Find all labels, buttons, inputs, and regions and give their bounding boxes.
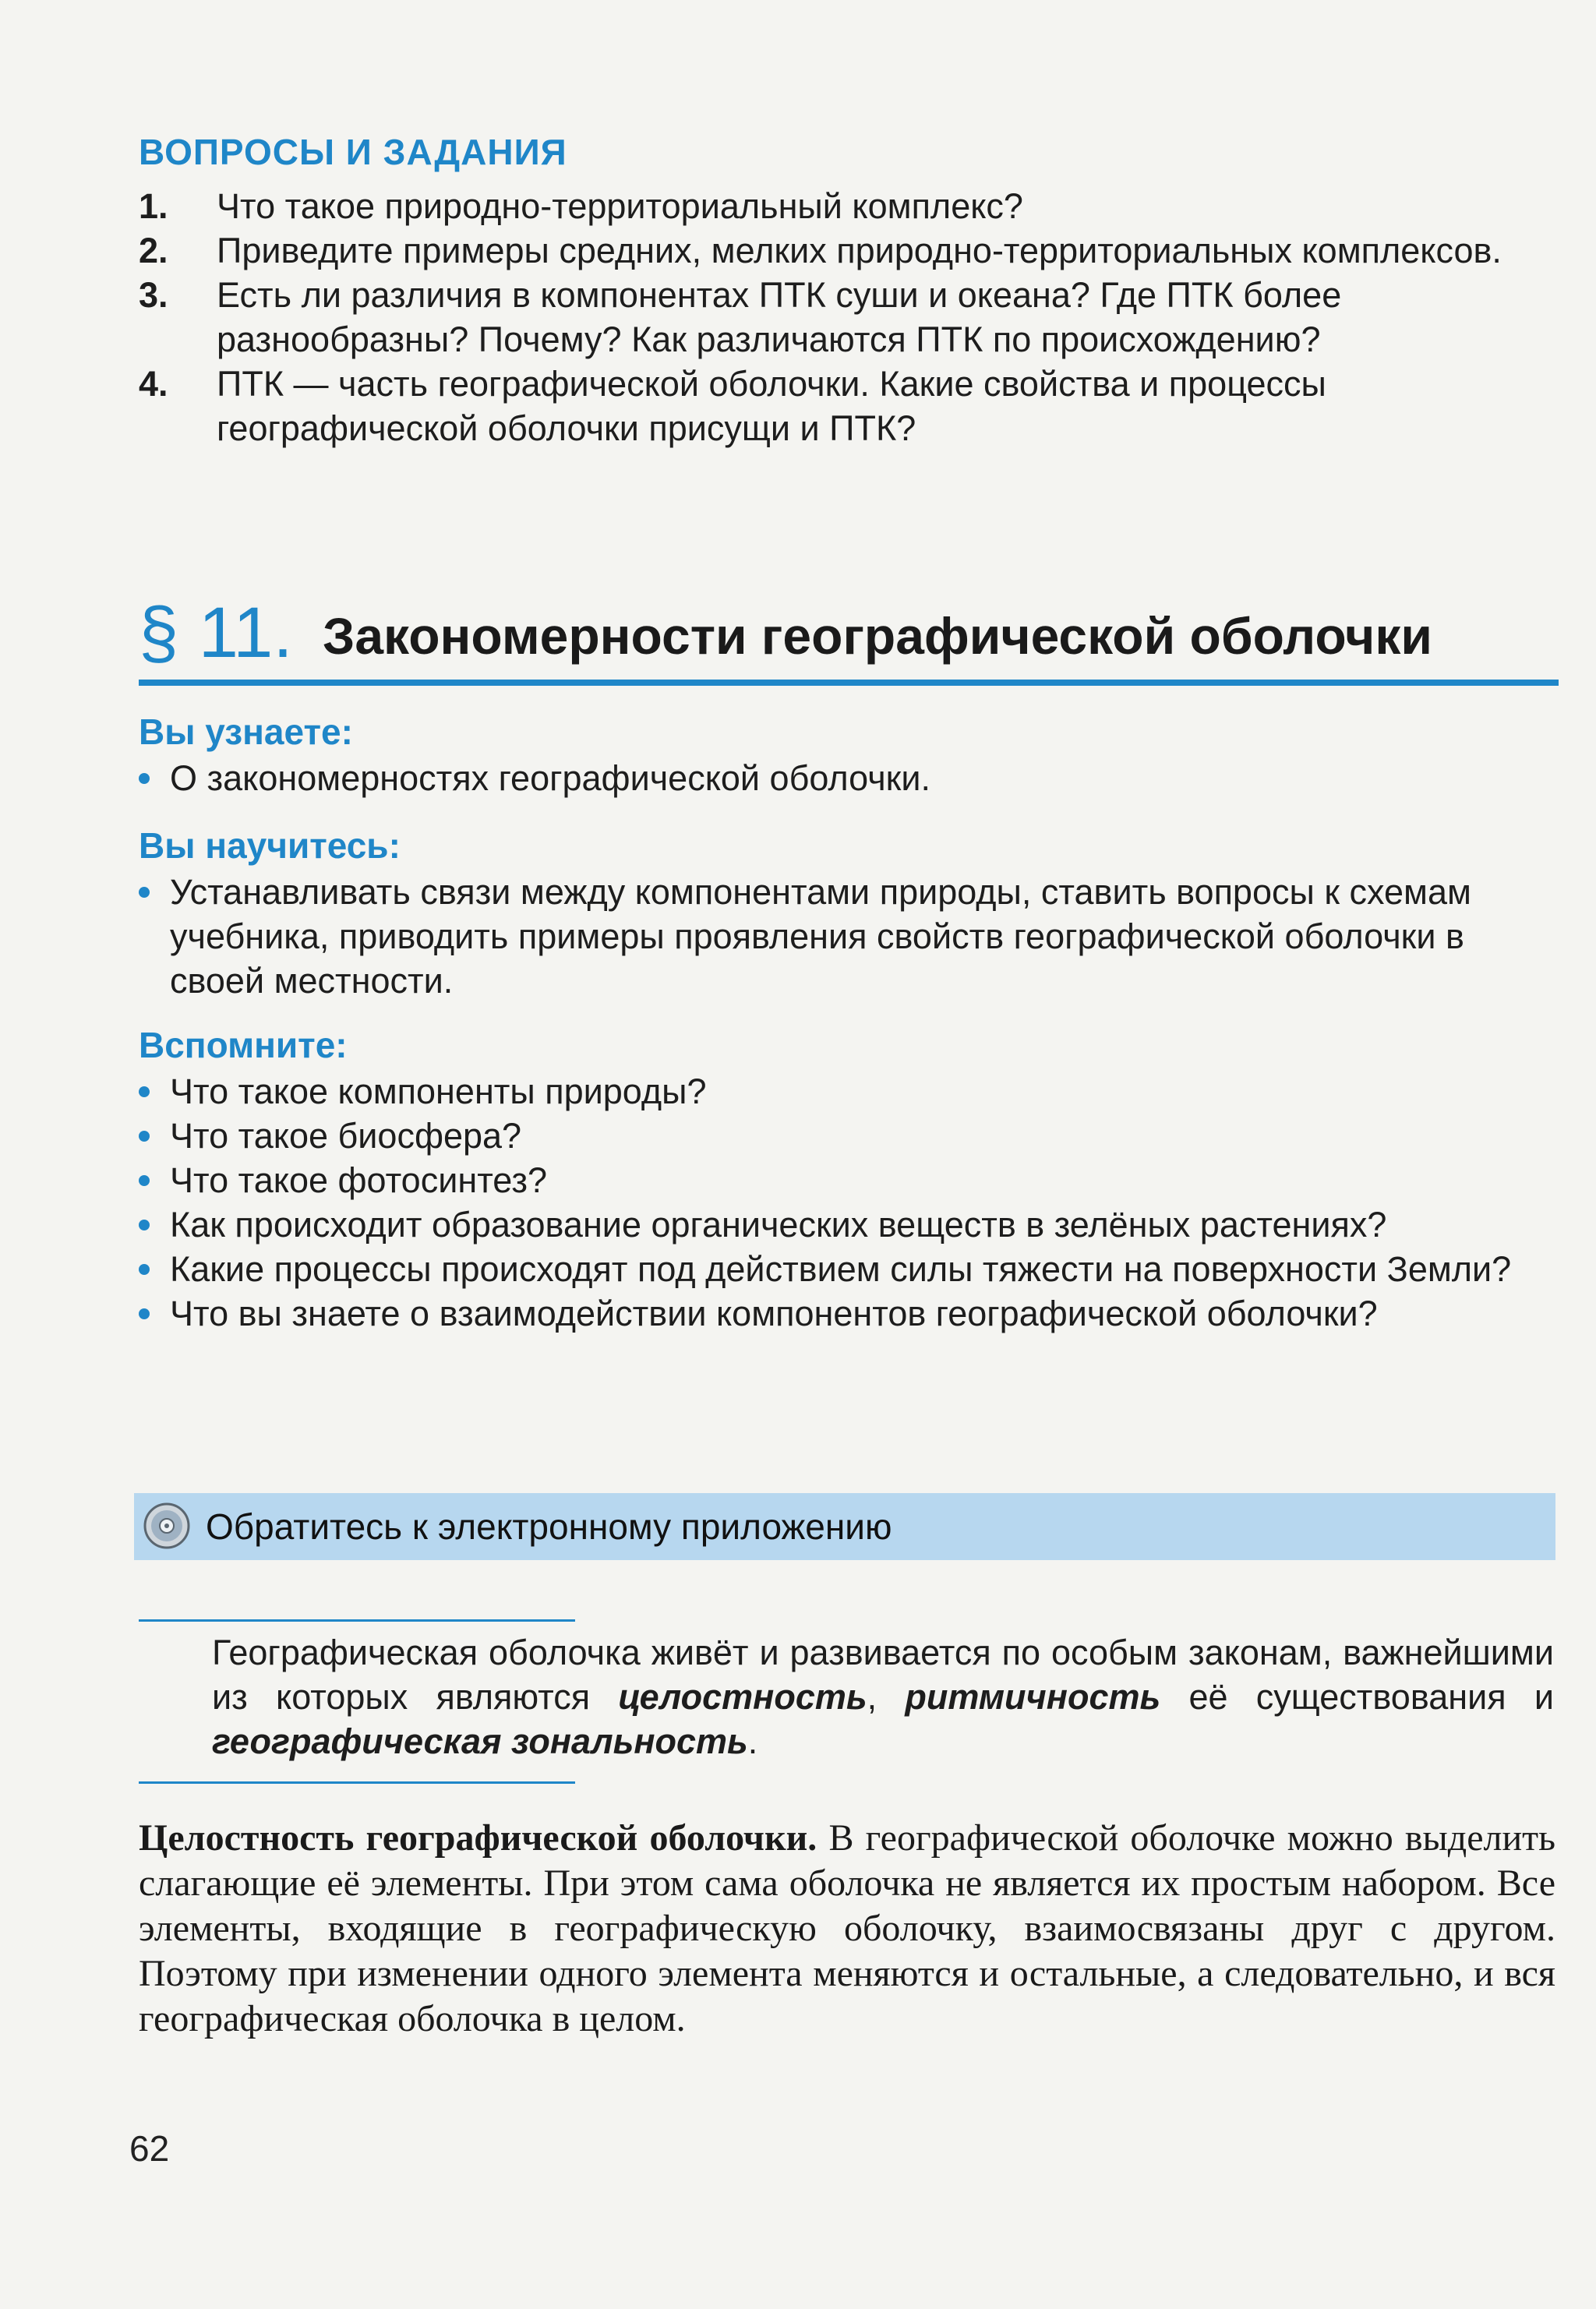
question-number: 4. [139, 364, 168, 404]
list-item [139, 1291, 1557, 1336]
section-header [139, 592, 1557, 686]
bullet-icon [139, 1220, 150, 1230]
list-item-text: Устанавливать связи между компонентами природы, ставить вопросы к схемам учебника, приводить примеры проявления свойств географической оболочки в своей местности. [170, 872, 1471, 1001]
list-item [139, 1158, 1557, 1202]
list-item [139, 1114, 1557, 1158]
list-item-text: Как происходит образование органических веществ в зелёных растениях? [170, 1205, 1387, 1245]
list-item-text: Что вы знаете о взаимодействии компонентов географической оболочки? [170, 1294, 1378, 1333]
section-number: § 11. [139, 593, 293, 673]
list-item-text: Что такое компоненты природы? [170, 1072, 707, 1111]
bullet-icon [139, 887, 150, 898]
list-item [139, 1247, 1557, 1291]
page-number: 62 [129, 2128, 170, 2169]
list-item-text: Что такое биосфера? [170, 1116, 522, 1156]
key-text-part: , [867, 1677, 906, 1717]
learn-list [139, 756, 1557, 800]
question-number: 2. [139, 231, 168, 270]
key-text-part: . [747, 1721, 758, 1761]
key-term: географическая зональность [212, 1721, 748, 1761]
question-item [139, 184, 1557, 228]
section-title: Закономерности географической оболочки [323, 607, 1432, 665]
list-item-text: Какие процессы происходят под действием силы тяжести на поверхности Земли? [170, 1249, 1512, 1289]
key-rule-top [139, 1619, 575, 1622]
list-item [139, 870, 1557, 1003]
key-rule-bottom [139, 1781, 575, 1784]
bullet-icon [139, 1308, 150, 1319]
paragraph-text: В географической оболочке можно выделить слагающие её элементы. При этом сама оболочка не является их простым набором. Все элементы, входящие в географическую оболочку, взаимосвязаны друг с другом. Поэтому при изменении одного элемента меняются и остальные, а следовательно, и вся географическая оболочка в целом. [139, 1817, 1556, 2039]
list-item-text: Что такое фотосинтез? [170, 1160, 547, 1200]
skills-list [139, 870, 1557, 1003]
bullet-icon [139, 1086, 150, 1097]
key-term: ритмичность [905, 1677, 1161, 1717]
bullet-icon [139, 773, 150, 784]
key-term: целостность [618, 1677, 867, 1717]
list-item [139, 1202, 1557, 1247]
question-text: Есть ли различия в компонентах ПТК суши и океана? Где ПТК более разнообразны? Почему? Как различаются ПТК по происхождению? [217, 275, 1342, 359]
recall-list [139, 1069, 1557, 1336]
key-statement [212, 1630, 1554, 1764]
key-text-part: её существования и [1160, 1677, 1554, 1717]
list-item [139, 756, 1557, 800]
electronic-app-label: Обратитесь к электронному приложению [206, 1506, 892, 1547]
learn-heading: Вы узнаете: [139, 711, 353, 752]
key-text-part: Географическая оболочка живёт и развивается по особым законам, важнейшими из которых являются [212, 1633, 1554, 1717]
question-number: 3. [139, 275, 168, 315]
question-text: Что такое природно-территориальный комплекс? [217, 186, 1023, 226]
bullet-icon [139, 1264, 150, 1275]
question-item [139, 362, 1557, 450]
questions-list [139, 184, 1557, 450]
section-divider [139, 680, 1559, 686]
question-text: Приведите примеры средних, мелких природно-территориальных комплексов. [217, 231, 1502, 270]
list-item-text: О закономерностях географической оболочки. [170, 758, 930, 798]
question-item [139, 273, 1557, 362]
question-number: 1. [139, 186, 168, 226]
electronic-app-bar[interactable] [134, 1493, 1555, 1560]
bullet-icon [139, 1175, 150, 1186]
bullet-icon [139, 1131, 150, 1142]
paragraph-lead: Целостность географической оболочки. [139, 1817, 817, 1859]
skills-heading: Вы научитесь: [139, 825, 401, 866]
questions-heading: ВОПРОСЫ И ЗАДАНИЯ [139, 132, 567, 172]
question-item [139, 228, 1557, 273]
body-paragraph [139, 1816, 1555, 2042]
disc-icon [143, 1502, 190, 1549]
question-text: ПТК — часть географической оболочки. Какие свойства и процессы географической оболочки присущи и ПТК? [217, 364, 1326, 448]
recall-heading: Вспомните: [139, 1025, 348, 1065]
list-item [139, 1069, 1557, 1114]
